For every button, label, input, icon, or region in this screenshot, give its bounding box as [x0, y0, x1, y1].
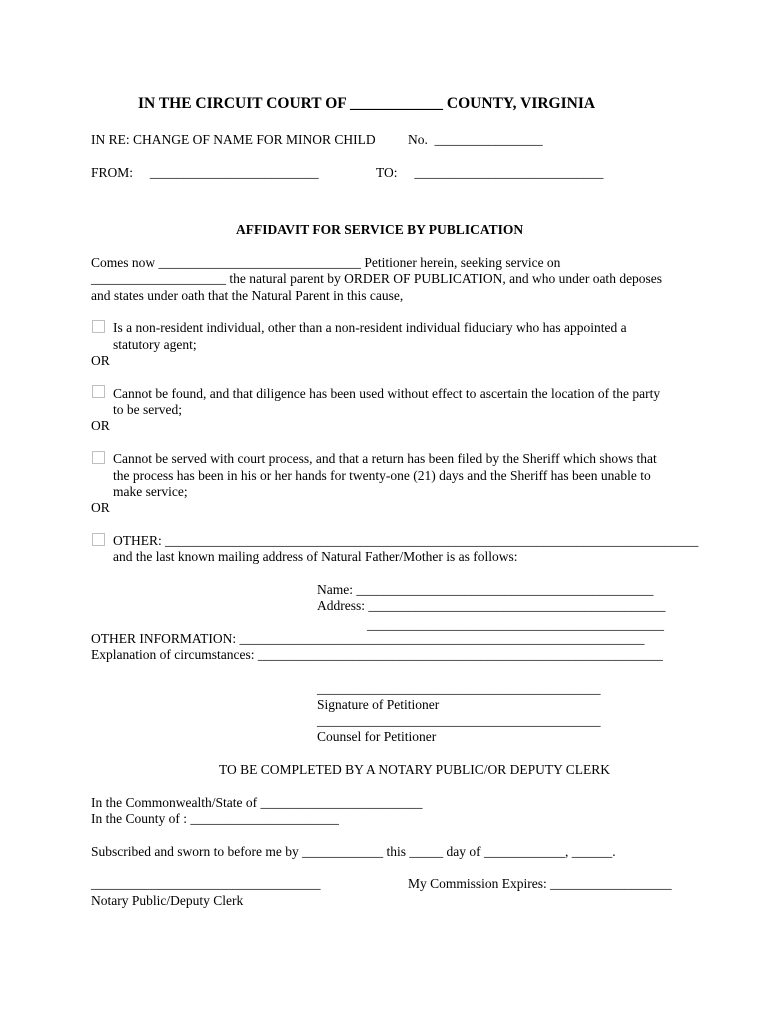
other-field[interactable]: OTHER: _______________________________________________________________________________: [113, 533, 699, 548]
option-not-served-checkbox[interactable]: [92, 451, 105, 464]
counsel-label: Counsel for Petitioner: [317, 729, 437, 744]
option-text: the process has been in his or her hands for twenty-one (21) days and the Sheriff has been unable to: [113, 468, 651, 483]
parent-address-field[interactable]: Address: ____________________________________________: [317, 598, 666, 613]
case-number-field[interactable]: No. ________________: [408, 132, 543, 147]
commonwealth-field[interactable]: In the Commonwealth/State of ________________________: [91, 795, 423, 810]
notary-heading: TO BE COMPLETED BY A NOTARY PUBLIC/OR DEPUTY CLERK: [219, 762, 610, 777]
intro-line-1[interactable]: Comes now ______________________________ Petitioner herein, seeking service on: [91, 255, 561, 270]
notary-signature-line[interactable]: __________________________________: [91, 876, 321, 891]
page-title: IN THE CIRCUIT COURT OF ____________ COUNTY, VIRGINIA: [138, 95, 596, 112]
option-text: Cannot be served with court process, and that a return has been filed by the Sheriff which shows that: [113, 451, 657, 466]
or-separator: OR: [91, 500, 110, 515]
option-text: Cannot be found, and that diligence has been used without effect to ascertain the location of the party: [113, 386, 661, 401]
option-text: to be served;: [113, 402, 182, 417]
option-nonresident-checkbox[interactable]: [92, 320, 105, 333]
affidavit-heading: AFFIDAVIT FOR SERVICE BY PUBLICATION: [236, 222, 524, 237]
explanation-field[interactable]: Explanation of circumstances: ____________________________________________________________: [91, 647, 663, 662]
parent-name-field[interactable]: Name: ____________________________________________: [317, 582, 654, 597]
in-re-line: IN RE: CHANGE OF NAME FOR MINOR CHILD: [91, 132, 376, 147]
parent-address-field-2[interactable]: ____________________________________________: [367, 617, 664, 632]
option-not-found-checkbox[interactable]: [92, 385, 105, 398]
counsel-line[interactable]: __________________________________________: [317, 713, 601, 728]
intro-line-3: and states under oath that the Natural Parent in this cause,: [91, 288, 404, 303]
option-text: make service;: [113, 484, 188, 499]
or-separator: OR: [91, 418, 110, 433]
option-other-checkbox[interactable]: [92, 533, 105, 546]
signature-line[interactable]: __________________________________________: [317, 681, 601, 696]
notary-label: Notary Public/Deputy Clerk: [91, 893, 244, 908]
subscribed-line[interactable]: Subscribed and sworn to before me by ____________ this _____ day of ____________, ______.: [91, 844, 616, 859]
intro-line-2[interactable]: ____________________ the natural parent by ORDER OF PUBLICATION, and who under oath deposes: [91, 271, 663, 286]
signature-label: Signature of Petitioner: [317, 697, 440, 712]
option-text: and the last known mailing address of Natural Father/Mother is as follows:: [113, 549, 518, 564]
or-separator: OR: [91, 353, 110, 368]
option-text: statutory agent;: [113, 337, 197, 352]
to-name-field[interactable]: TO: ____________________________: [376, 165, 604, 180]
option-text: Is a non-resident individual, other than a non-resident individual fiduciary who has appointed a: [113, 320, 627, 335]
county-field[interactable]: In the County of : ______________________: [91, 811, 339, 826]
commission-expires-field[interactable]: My Commission Expires: __________________: [408, 876, 672, 891]
other-information-field[interactable]: OTHER INFORMATION: ____________________________________________________________: [91, 631, 645, 646]
from-name-field[interactable]: FROM: _________________________: [91, 165, 319, 180]
